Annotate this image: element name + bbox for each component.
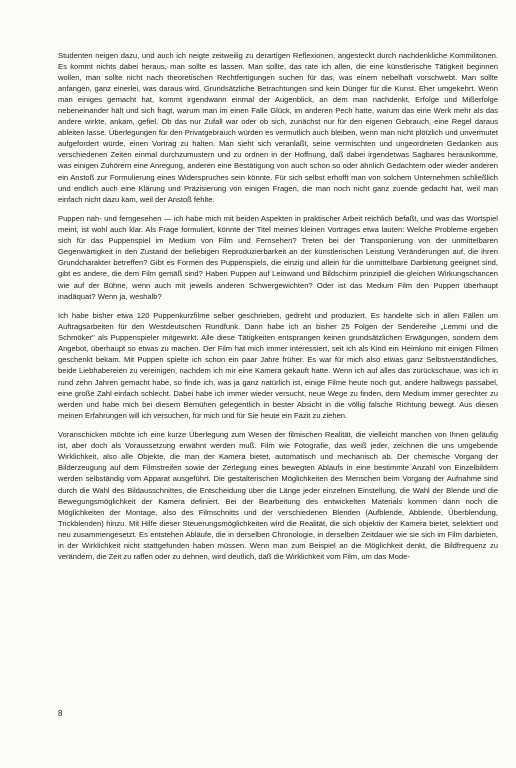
body-text	[58, 50, 498, 570]
paragraph-3: Ich habe bisher etwa 120 Puppenkurzfilme selber geschrieben, gedreht und produziert. Es handelte sich in allen Fällen um Auftragsarbeiten für den Westdeutschen Rundfunk. Dann habe ich an bisher 25 Folgen der Sendereihe „Lemmi und die Schmöker" als Puppenspieler mitgewirkt. Alle diese Tätigkeiten entsprangen keinen grundsätzlichen Erwägungen, sondern dem Angebot, überhaupt so etwas zu machen. Der Film hat mich immer interessiert, seit ich als Kind ein Heimkino mit einigen Filmen geschenkt bekam. Mit Puppen spielte ich schon ein paar Jahre früher. Es war für mich also etwas ganz Selbstverständliches, beide Liebhabereien zu vereinigen, nachdem ich mir eine Kamera gekauft hatte. Wenn ich auf alles das zurückschaue, was ich in rund zehn Jahren gemacht habe, so finde ich, was ja ganz natürlich ist, einige Filme heute noch gut, andere halbwegs passabel, eine große Zahl einfach schlecht. Dabei habe ich immer wieder versucht, neue Wege zu finden, dem Medium immer gerechter zu werden und habe mich bei diesem Bemühen gelegentlich in bester Absicht in die völlig falsche Richtung bewegt. Aus diesen meinen Erfahrungen will ich versuchen, für mich und für Sie heute ein Fazit zu ziehen.	[58, 311, 498, 420]
paragraph-2: Puppen nah- und ferngesehen — ich habe mich mit beiden Aspekten in praktischer Arbeit reichlich befaßt, und was das Wortspiel meint, ist wohl auch klar. Als Frage formuliert, könnte der Titel meines kleinen Vortrages etwa lauten: Welche Probleme ergeben sich für das Puppenspiel im Medium von Film und Fernsehen? Treten bei der Transponierung von der unmittelbaren Gegenwärtigkeit in den Zustand der beliebigen Reproduzierbarkeit an der künstlerischen Leistung Veränderungen auf, die ihren Grundcharakter betreffen? Gibt es Formen des Puppenspiels, die einzig und allein für die unmittelbare Darbietung geeignet sind, gibt es andere, die dem Film gemäß sind? Haben Puppen auf Leinwand und Bildschirm prinzipiell die gleichen Wirkungschancen wie auf der Bühne, wenn auch mit jeweils anderen Schwergewichten? Oder ist das Medium Film den Puppen überhaupt inadäquat? Wenn ja, weshalb?	[58, 214, 498, 301]
page-number: 8	[58, 709, 63, 718]
paragraph-4: Voranschicken möchte ich eine kurze Überlegung zum Wesen der filmischen Realität, die vielleicht manchen von Ihnen geläufig ist, aber doch als Voraussetzung erwähnt werden muß. Film wie Fotografie, das weiß jeder, zeichnen die uns umgebende Wirklichkeit, also alle Objekte, die man der Kamera bietet, automatisch und mechanisch ab. Der chemische Vorgang der Bilderzeugung auf dem Filmstreifen sowie der Zerlegung eines bewegten Ablaufs in eine bestimmte Anzahl von Einzelbildern werden selbständig vom Apparat ausgeführt. Die gestalterischen Möglichkeiten des Menschen beim Vorgang der Aufnahme sind durch die Wahl des Bildausschnittes, die Entscheidung über die Länge jeder einzelnen Einstellung, die Wahl der Blende und die Bewegungsmöglichkeit der Kamera definiert. Bei der Bearbeitung des entwickelten Materials kommen dann noch die Möglichkeiten der Montage, also des Filmschnitts und der verschiedenen Blenden (Aufblende, Abblende, Überblendung, Trickblenden) hinzu. Mit Hilfe dieser Steuerungsmöglichkeiten wird die Realität, die sich objektiv der Kamera bietet, selektiert und neu zusammengesetzt. Es entstehen Abläufe, die in derselben Chronologie, in derselben Zeitdauer wie sie sich im Film darbieten, in der Wirklichkeit nicht stattgefunden haben müssen. Wenn man zum Beispiel an die Möglichkeit denkt, die Bildfrequenz zu verändern, die Zeit zu raffen oder zu dehnen, wird deutlich, daß die Wirklichkeit vom Film, um das Mode-	[58, 430, 498, 561]
paragraph-1: Studenten neigen dazu, und auch ich neigte zeitweilig zu derartigen Reflexionen, angesteckt durch nachdenkliche Kommilitonen. Es kommt nichts dabei heraus, man sollte es lassen. Man sollte, das rate ich allen, die eine künstlerische Tätigkeit beginnen wollen, man sollte nicht nach theoretischen Rechtfertigungen suchen für das, was einem nebelhaft vorschwebt. Man sollte anfangen, ganz einerlei, was daraus wird. Grundsätzliche Betrachtungen sind kein Dünger für die Kunst. Eher umgekehrt. Wenn man einiges gemacht hat, kommt irgendwann einmal der Augenblick, an dem man nachdenkt, Erfolge und Mißerfolge nebeneinander hält und sich fragt, warum man im einen Falle Glück, im anderen Pech hatte, warum das eine Werk mehr als das andere wirkte, ankam, gefiel. Ob das nur Zufall war oder ob sich, zunächst nur für den eigenen Gebrauch, eine Regel daraus ableiten lasse. Überlegungen für den Privatgebrauch würden es vermutlich auch bleiben, wenn man nicht plötzlich und unvermutet aufgefordert würde, einen Vortrag zu halten. Man sieht sich veranlaßt, seine vermischten und ungeordneten Gedanken aus verschiedenen Zeiten einmal durchzumustern und zu ordnen in der Hoffnung, daß dabei irgendetwas Sagbares herauskomme, was einigen Zuhörern eine Anregung, anderen eine Bestätigung von auch schon so oder ähnlich Gedachtem oder wieder anderen ein Anstoß zur Formulierung eines Widerspruches sein könnte. Für sich selbst erhofft man von solchem Unternehmen schließlich und endlich auch eine Klärung und Präzisierung von einigen Fragen, die man noch nicht ganz zuende gedacht hat, weil man einfach nicht dazu kam, weil der Anstoß fehlte.	[58, 51, 498, 204]
